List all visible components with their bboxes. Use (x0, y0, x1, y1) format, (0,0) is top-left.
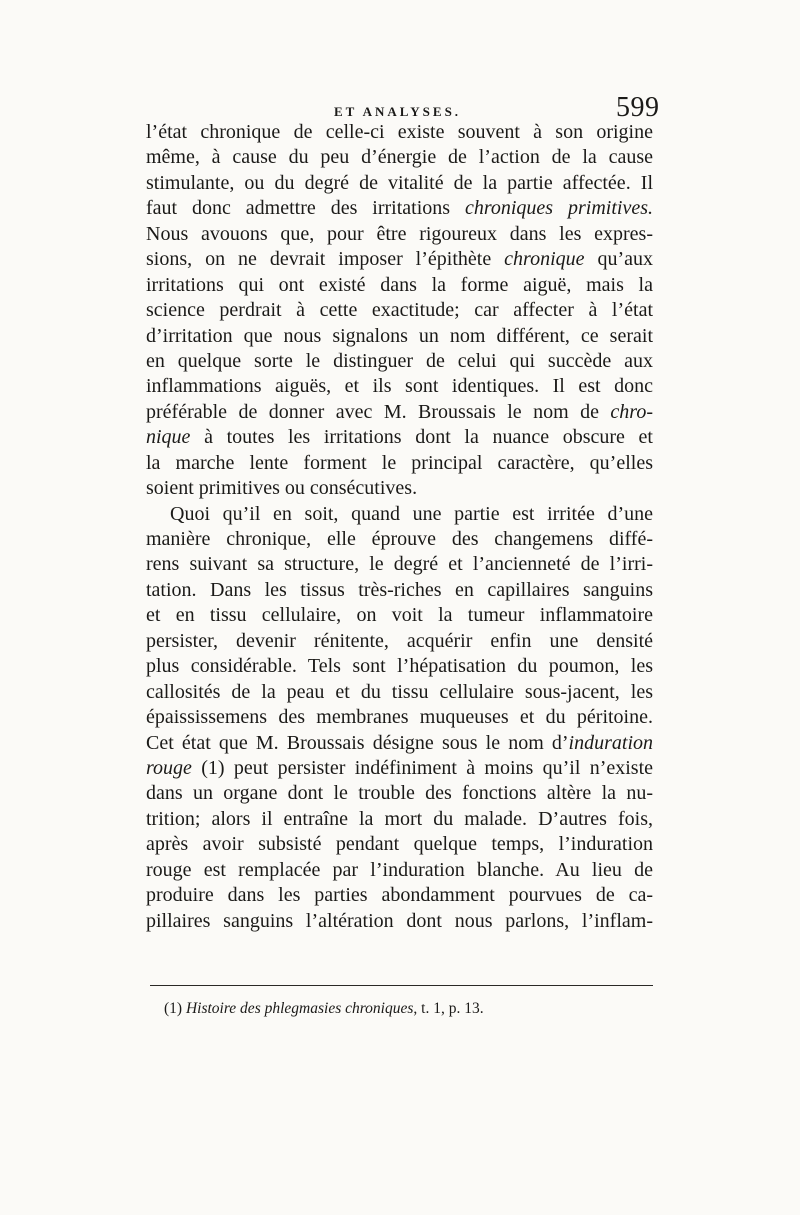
line-text: en quelque sorte le distinguer de celui qui succède aux (146, 349, 653, 372)
text-line (146, 273, 653, 298)
text-line (146, 196, 653, 221)
line-text: (1) peut persister indéfiniment à moins qu’il n’existe (191, 756, 653, 779)
text-line (146, 298, 653, 323)
text-line (146, 832, 653, 857)
line-text: persister, devenir rénitente, acquérir enfin une densité (146, 629, 653, 652)
text-line (146, 629, 653, 654)
text-line (146, 858, 653, 883)
line-text: Cet état que M. Broussais désigne sous le nom d’ (146, 731, 569, 754)
line-text: rouge est remplacée par l’induration blanche. Au lieu de (146, 858, 653, 881)
text-line (146, 680, 653, 705)
text-line (146, 120, 653, 145)
line-text: préférable de donner avec M. Broussais le nom de (146, 400, 611, 423)
line-text: l’état chronique de celle-ci existe souvent à son origine (146, 121, 653, 143)
line-italic: rouge (146, 756, 192, 779)
text-line (146, 171, 653, 196)
footnote-title: Histoire des phlegmasies chroniques (185, 1000, 414, 1017)
text-line (146, 705, 653, 730)
footnote-reference: , t. 1, p. 13. (413, 1000, 484, 1017)
line-text: Quoi qu’il en soit, quand une partie est irritée d’une (170, 502, 653, 525)
line-text: qu’aux (584, 248, 653, 271)
running-head: ET ANALYSES. (334, 104, 462, 119)
line-text: sions, on ne devrait imposer l’épithète (146, 248, 505, 271)
line-text: callosités de la peau et du tissu cellulaire sous-jacent, les (146, 680, 653, 703)
line-text: irritations qui ont existé dans la forme aiguë, mais la (146, 273, 653, 296)
text-line (146, 374, 653, 399)
text-line (146, 909, 653, 934)
text-line (146, 578, 653, 603)
line-text: science perdrait à cette exactitude; car affecter à l’état (146, 299, 653, 322)
line-text: tation. Dans les tissus très-riches en capillaires sanguins (146, 578, 653, 601)
text-line (146, 654, 653, 679)
line-text: trition; alors il entraîne la mort du malade. D’autres fois, (146, 807, 653, 830)
line-text: soient primitives ou consécutives. (146, 477, 418, 500)
line-text: après avoir subsisté pendant quelque temps, l’induration (146, 833, 653, 856)
line-italic: chroniques primitives. (464, 197, 653, 220)
line-text: la marche lente forment le principal caractère, qu’elles (146, 451, 653, 474)
text-line (146, 502, 653, 527)
line-text: d’irritation que nous signalons un nom différent, ce serait (146, 324, 653, 347)
line-text: à toutes les irritations dont la nuance obscure et (190, 426, 653, 449)
line-italic: induration (568, 731, 653, 754)
text-line (146, 451, 653, 476)
text-line (146, 731, 653, 756)
line-text: stimulante, ou du degré de vitalité de la partie affectée. Il (146, 171, 653, 194)
line-italic: chro- (610, 400, 653, 423)
line-italic: nique (146, 426, 191, 449)
line-text: épaississemens des membranes muqueuses et du péritoine. (146, 706, 653, 729)
footnote (164, 1000, 484, 1018)
text-line (146, 756, 653, 781)
body-text (146, 120, 653, 934)
footnote-marker: (1) (164, 1000, 183, 1017)
text-line (146, 476, 653, 501)
line-text: faut donc admettre des irritations (146, 197, 465, 220)
line-text: Nous avouons que, pour être rigoureux dans les expres- (146, 222, 653, 245)
text-line (146, 425, 653, 450)
text-line (146, 222, 653, 247)
text-line (146, 603, 653, 628)
text-line (146, 400, 653, 425)
line-text: inflammations aiguës, et ils sont identiques. Il est donc (146, 375, 653, 398)
text-line (146, 807, 653, 832)
line-text: produire dans les parties abondamment pourvues de ca- (146, 884, 653, 907)
line-text: dans un organe dont le trouble des fonctions altère la nu- (146, 782, 653, 805)
line-text: rens suivant sa structure, le degré et l’ancienneté de l’irri- (146, 553, 653, 576)
line-text: pillaires sanguins l’altération dont nous parlons, l’inflam- (146, 909, 653, 932)
text-line (146, 781, 653, 806)
line-italic: chronique (504, 248, 585, 271)
text-line (146, 247, 653, 272)
line-text: manière chronique, elle éprouve des changemens diffé- (146, 528, 653, 550)
page-number: 599 (616, 92, 660, 123)
line-text: plus considérable. Tels sont l’hépatisation du poumon, les (146, 655, 653, 678)
line-text: même, à cause du peu d’énergie de l’action de la cause (146, 146, 653, 169)
text-line (146, 552, 653, 577)
text-line (146, 349, 653, 374)
text-line (146, 883, 653, 908)
line-text: et en tissu cellulaire, on voit la tumeur inflammatoire (146, 604, 653, 627)
text-line (146, 527, 653, 552)
footnote-rule (150, 985, 653, 986)
text-line (146, 145, 653, 170)
text-line (146, 324, 653, 349)
